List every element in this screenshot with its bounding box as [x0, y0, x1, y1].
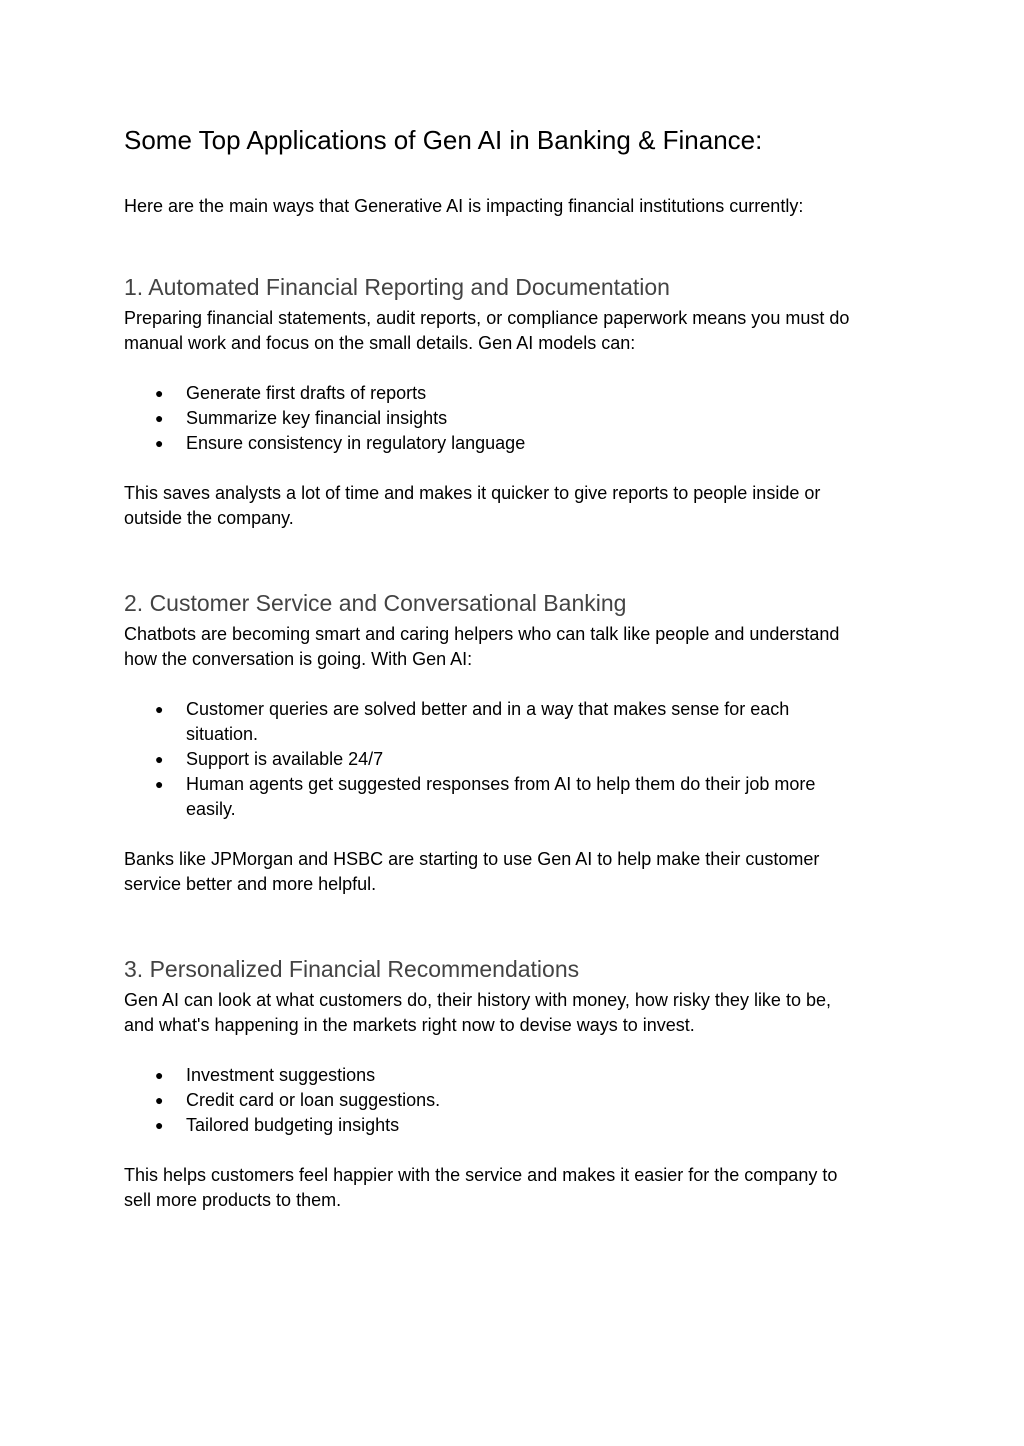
document-intro: Here are the main ways that Generative AI is impacting financial institutions currently:: [124, 196, 804, 216]
bullet-icon: ●: [155, 385, 164, 401]
section-automated-reporting: [124, 271, 904, 531]
section-heading: 3. Personalized Financial Recommendations: [124, 956, 580, 982]
bullet-icon: ●: [155, 751, 164, 767]
section-personalized-recommendations: [124, 953, 904, 1213]
list-item: ● Tailored budgeting insights: [124, 1113, 904, 1138]
section-outro: This helps customers feel happier with the service and makes it easier for the company to sell more products to them.: [124, 1165, 838, 1210]
bullet-icon: ●: [155, 776, 164, 792]
bullet-icon: ●: [155, 435, 164, 451]
list-item: ● Human agents get suggested responses from AI to help them do their job more easily.: [155, 774, 816, 819]
bullet-icon: ●: [155, 701, 164, 717]
list-item: ● Support is available 24/7: [124, 747, 904, 772]
bullet-icon: ●: [155, 1117, 164, 1133]
list-item: ● Ensure consistency in regulatory language: [124, 431, 904, 456]
section-intro: Chatbots are becoming smart and caring helpers who can talk like people and understand how the conversation is going. With Gen AI:: [124, 624, 840, 669]
bullet-icon: ●: [155, 410, 164, 426]
section-heading: 1. Automated Financial Reporting and Documentation: [124, 274, 670, 300]
document-title: Some Top Applications of Gen AI in Banking & Finance:: [124, 125, 763, 155]
section-intro: Preparing financial statements, audit reports, or compliance paperwork means you must do manual work and focus on the small details. Gen AI models can:: [124, 308, 850, 353]
section-customer-service: [124, 587, 904, 897]
section-outro: Banks like JPMorgan and HSBC are starting to use Gen AI to help make their customer service better and more helpful.: [124, 849, 820, 894]
bullet-list: [124, 697, 904, 822]
section-outro: This saves analysts a lot of time and makes it quicker to give reports to people inside or outside the company.: [124, 483, 821, 528]
list-item: ● Credit card or loan suggestions.: [124, 1088, 904, 1113]
list-item: ● Summarize key financial insights: [124, 406, 904, 431]
bullet-icon: ●: [155, 1067, 164, 1083]
bullet-icon: ●: [155, 1092, 164, 1108]
list-item: ● Generate first drafts of reports: [124, 381, 904, 406]
bullet-list: [124, 381, 904, 456]
section-intro: Gen AI can look at what customers do, their history with money, how risky they like to be, and what's happening in the markets right now to devise ways to invest.: [124, 990, 831, 1035]
bullet-list: [124, 1063, 904, 1138]
list-item: ● Customer queries are solved better and in a way that makes sense for each situation.: [155, 699, 790, 744]
list-item: ● Investment suggestions: [124, 1063, 904, 1088]
section-heading: 2. Customer Service and Conversational Banking: [124, 590, 627, 616]
